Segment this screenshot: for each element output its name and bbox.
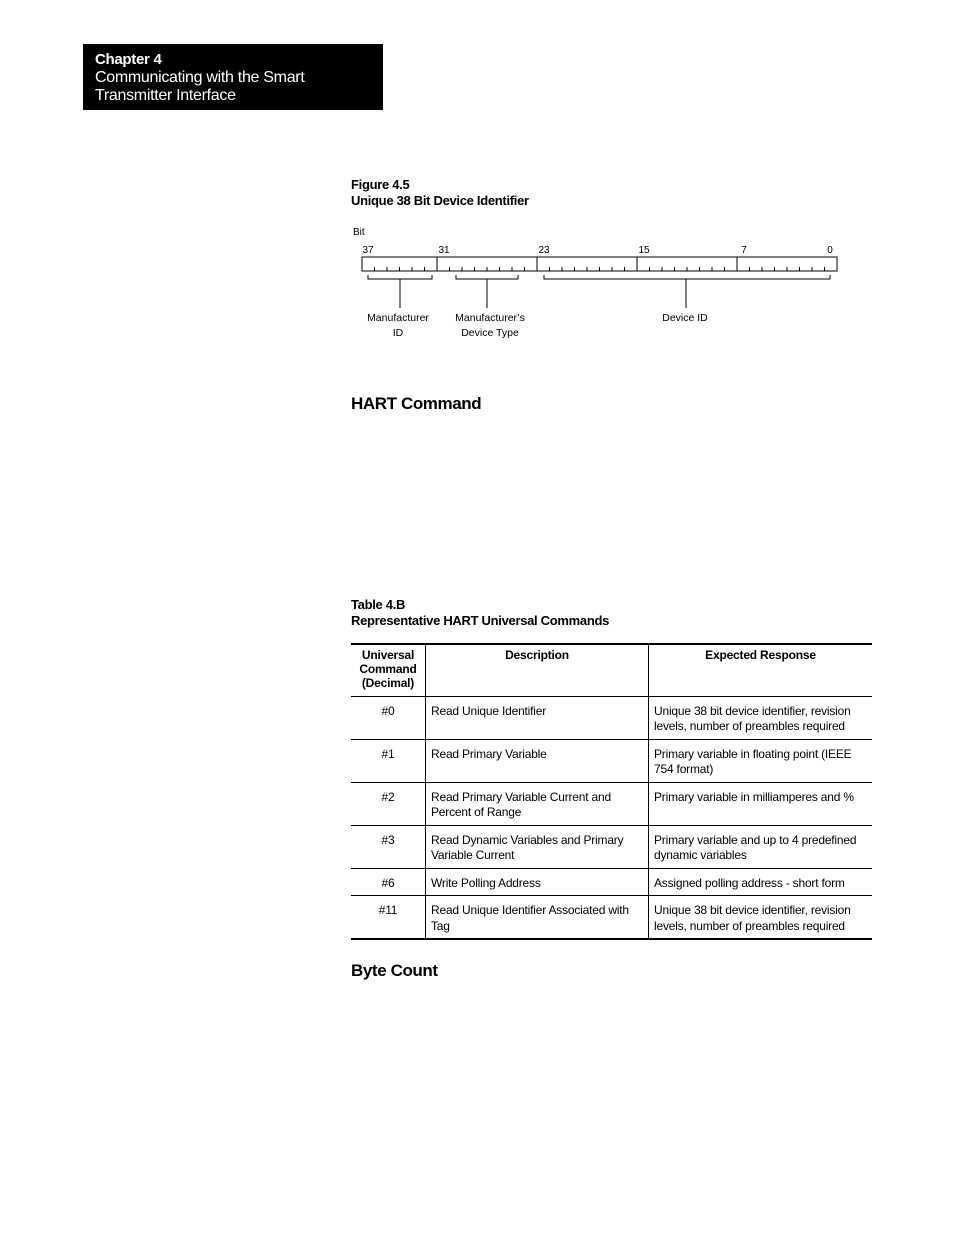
figure-title: Unique 38 Bit Device Identifier [351,193,529,208]
header-col1-line2: Command [359,662,417,676]
bit-axis-label: Bit [353,227,365,238]
cell-command: #0 [351,696,426,739]
bit-position-23: 23 [538,245,550,256]
figure-number: Figure 4.5 [351,177,410,192]
cell-command: #1 [351,739,426,782]
table-row [351,739,872,782]
cell-description: Read Primary Variable [426,739,649,782]
cell-response: Primary variable and up to 4 predefined dynamic variables [649,825,873,868]
cell-command: #3 [351,825,426,868]
cell-response: Primary variable in milliamperes and % [649,782,873,825]
cell-command: #2 [351,782,426,825]
bit-field-diagram [350,222,850,347]
cell-response: Unique 38 bit device identifier, revision levels, number of preambles required [649,696,873,739]
header-col1-line3: (Decimal) [361,676,415,690]
hart-commands-table [351,643,872,940]
cell-description: Read Dynamic Variables and Primary Variable Current [426,825,649,868]
chapter-number: Chapter 4 [95,51,162,68]
cell-command: #6 [351,868,426,896]
cell-description: Read Unique Identifier [426,696,649,739]
chapter-title-line2: Transmitter Interface [95,87,236,104]
field-label-manufacturer-id-1: Manufacturer [367,312,429,324]
header-description: Description [426,644,649,696]
header-col1-line1: Universal [361,648,415,662]
chapter-title-line1: Communicating with the Smart [95,69,305,86]
cell-response: Assigned polling address - short form [649,868,873,896]
cell-description: Write Polling Address [426,868,649,896]
table-caption [351,597,609,629]
table-row [351,825,872,868]
table-header-row [351,644,872,696]
cell-description: Read Unique Identifier Associated with Tag [426,896,649,940]
header-universal-command [351,644,426,696]
cell-command: #11 [351,896,426,940]
header-expected-response: Expected Response [649,644,873,696]
table-number: Table 4.B [351,597,406,612]
bit-position-7: 7 [741,245,747,256]
bit-position-15: 15 [638,245,650,256]
cell-response: Primary variable in floating point (IEEE 754 format) [649,739,873,782]
cell-response: Unique 38 bit device identifier, revision levels, number of preambles required [649,896,873,940]
table-row [351,896,872,940]
figure-caption [351,177,529,209]
bit-position-37: 37 [362,245,374,256]
section-heading-hart-command: HART Command [351,394,482,413]
field-label-device-id: Device ID [662,312,708,324]
bit-position-0: 0 [827,245,833,256]
table-title: Representative HART Universal Commands [351,613,610,628]
table-row [351,696,872,739]
section-heading-byte-count: Byte Count [351,961,438,980]
chapter-header [83,44,383,110]
bracket-manufacturer-id [368,275,432,279]
table-row [351,782,872,825]
bracket-device-id [544,275,830,279]
field-label-device-type-2: Device Type [461,327,519,339]
table-row [351,868,872,896]
bracket-device-type [456,275,518,279]
field-label-device-type-1: Manufacturer’s [455,312,525,324]
bit-position-31: 31 [438,245,450,256]
cell-description: Read Primary Variable Current and Percent of Range [426,782,649,825]
field-label-manufacturer-id-2: ID [392,327,404,339]
bit-ticks [375,257,825,271]
